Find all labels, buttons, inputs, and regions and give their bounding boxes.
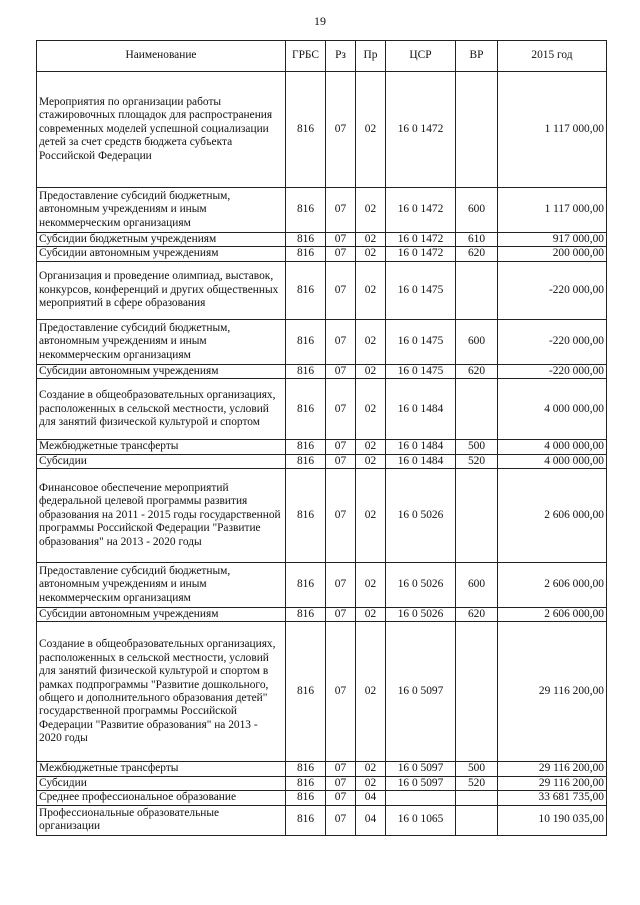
- cell-vr: 600: [456, 188, 498, 233]
- cell-csr: 16 0 1472: [386, 233, 456, 247]
- cell-name: Межбюджетные трансферты: [37, 762, 286, 776]
- cell-amount: 10 190 035,00: [498, 805, 607, 835]
- cell-csr: 16 0 1484: [386, 379, 456, 440]
- cell-pr: 02: [356, 261, 386, 319]
- cell-amount: 4 000 000,00: [498, 379, 607, 440]
- cell-grbs: 816: [286, 188, 326, 233]
- cell-grbs: 816: [286, 261, 326, 319]
- cell-amount: -220 000,00: [498, 364, 607, 378]
- cell-vr: 520: [456, 776, 498, 790]
- cell-vr: [456, 72, 498, 188]
- cell-vr: 620: [456, 608, 498, 622]
- cell-vr: 500: [456, 440, 498, 454]
- table-header-row: [37, 41, 607, 72]
- cell-amount: 29 116 200,00: [498, 622, 607, 762]
- table-row: [37, 791, 607, 805]
- cell-vr: [456, 791, 498, 805]
- cell-vr: 520: [456, 454, 498, 468]
- cell-csr: 16 0 5026: [386, 563, 456, 608]
- cell-rz: 07: [326, 247, 356, 261]
- header-pr: Пр: [356, 41, 386, 72]
- cell-pr: 02: [356, 469, 386, 563]
- table-row: [37, 319, 607, 364]
- cell-amount: 1 117 000,00: [498, 188, 607, 233]
- cell-pr: 02: [356, 379, 386, 440]
- cell-vr: [456, 622, 498, 762]
- page-number: 19: [314, 14, 326, 28]
- cell-csr: 16 0 1065: [386, 805, 456, 835]
- header-name: Наименование: [37, 41, 286, 72]
- cell-name: Субсидии: [37, 454, 286, 468]
- cell-rz: 07: [326, 233, 356, 247]
- cell-amount: 4 000 000,00: [498, 454, 607, 468]
- table-row: [37, 563, 607, 608]
- cell-amount: 29 116 200,00: [498, 762, 607, 776]
- cell-vr: 600: [456, 563, 498, 608]
- cell-name: Субсидии: [37, 776, 286, 790]
- cell-amount: 4 000 000,00: [498, 440, 607, 454]
- table-row: [37, 608, 607, 622]
- cell-csr: 16 0 5026: [386, 608, 456, 622]
- cell-pr: 04: [356, 805, 386, 835]
- cell-name: Субсидии автономным учреждениям: [37, 247, 286, 261]
- table-row: [37, 233, 607, 247]
- cell-grbs: 816: [286, 791, 326, 805]
- cell-name: Среднее профессиональное образование: [37, 791, 286, 805]
- cell-grbs: 816: [286, 233, 326, 247]
- cell-name: Мероприятия по организации работы стажировочных площадок для распространения современных моделей успешной социализации детей за счет средств бюджета субъекта Российской Федерации: [37, 72, 286, 188]
- cell-grbs: 816: [286, 364, 326, 378]
- cell-csr: 16 0 1472: [386, 72, 456, 188]
- header-vr: ВР: [456, 41, 498, 72]
- cell-csr: 16 0 1484: [386, 454, 456, 468]
- cell-amount: 2 606 000,00: [498, 563, 607, 608]
- table-row: [37, 261, 607, 319]
- cell-rz: 07: [326, 440, 356, 454]
- table-row: [37, 776, 607, 790]
- cell-vr: [456, 805, 498, 835]
- cell-grbs: 816: [286, 379, 326, 440]
- cell-grbs: 816: [286, 319, 326, 364]
- cell-vr: 500: [456, 762, 498, 776]
- cell-amount: -220 000,00: [498, 261, 607, 319]
- cell-pr: 02: [356, 440, 386, 454]
- cell-rz: 07: [326, 469, 356, 563]
- cell-rz: 07: [326, 379, 356, 440]
- budget-table: [36, 40, 607, 836]
- cell-rz: 07: [326, 791, 356, 805]
- cell-pr: 02: [356, 608, 386, 622]
- cell-csr: 16 0 1472: [386, 247, 456, 261]
- cell-name: Организация и проведение олимпиад, выставок, конкурсов, конференций и других общественных мероприятий в сфере образования: [37, 261, 286, 319]
- cell-grbs: 816: [286, 563, 326, 608]
- cell-csr: 16 0 5097: [386, 622, 456, 762]
- table-row: [37, 805, 607, 835]
- cell-amount: 2 606 000,00: [498, 469, 607, 563]
- cell-pr: 02: [356, 247, 386, 261]
- cell-rz: 07: [326, 454, 356, 468]
- table-row: [37, 72, 607, 188]
- cell-name: Создание в общеобразовательных организациях, расположенных в сельской местности, условий для занятий физической культурой и спортом: [37, 379, 286, 440]
- cell-name: Межбюджетные трансферты: [37, 440, 286, 454]
- table-row: [37, 247, 607, 261]
- cell-name: Субсидии автономным учреждениям: [37, 364, 286, 378]
- cell-grbs: 816: [286, 622, 326, 762]
- cell-pr: 02: [356, 364, 386, 378]
- cell-pr: 02: [356, 454, 386, 468]
- cell-vr: [456, 469, 498, 563]
- table-row: [37, 454, 607, 468]
- cell-grbs: 816: [286, 72, 326, 188]
- table-row: [37, 364, 607, 378]
- cell-name: Субсидии бюджетным учреждениям: [37, 233, 286, 247]
- cell-name: Субсидии автономным учреждениям: [37, 608, 286, 622]
- cell-grbs: 816: [286, 440, 326, 454]
- cell-rz: 07: [326, 563, 356, 608]
- cell-csr: [386, 791, 456, 805]
- cell-grbs: 816: [286, 608, 326, 622]
- cell-rz: 07: [326, 805, 356, 835]
- cell-csr: 16 0 1475: [386, 261, 456, 319]
- cell-csr: 16 0 1475: [386, 319, 456, 364]
- cell-name: Профессиональные образовательные организации: [37, 805, 286, 835]
- cell-pr: 02: [356, 319, 386, 364]
- table-row: [37, 379, 607, 440]
- cell-rz: 07: [326, 72, 356, 188]
- cell-csr: 16 0 5026: [386, 469, 456, 563]
- cell-pr: 02: [356, 188, 386, 233]
- cell-name: Предоставление субсидий бюджетным, автономным учреждениям и иным некоммерческим организациям: [37, 563, 286, 608]
- cell-pr: 04: [356, 791, 386, 805]
- cell-vr: [456, 379, 498, 440]
- cell-pr: 02: [356, 72, 386, 188]
- cell-pr: 02: [356, 776, 386, 790]
- cell-amount: 29 116 200,00: [498, 776, 607, 790]
- cell-name: Предоставление субсидий бюджетным, автономным учреждениям и иным некоммерческим организациям: [37, 188, 286, 233]
- cell-vr: [456, 261, 498, 319]
- table-row: [37, 622, 607, 762]
- cell-vr: 610: [456, 233, 498, 247]
- cell-pr: 02: [356, 762, 386, 776]
- cell-rz: 07: [326, 776, 356, 790]
- cell-amount: 2 606 000,00: [498, 608, 607, 622]
- cell-csr: 16 0 1475: [386, 364, 456, 378]
- header-rz: Рз: [326, 41, 356, 72]
- cell-amount: 200 000,00: [498, 247, 607, 261]
- cell-vr: 620: [456, 364, 498, 378]
- cell-csr: 16 0 1484: [386, 440, 456, 454]
- cell-amount: -220 000,00: [498, 319, 607, 364]
- cell-csr: 16 0 1472: [386, 188, 456, 233]
- cell-grbs: 816: [286, 776, 326, 790]
- cell-vr: 620: [456, 247, 498, 261]
- cell-rz: 07: [326, 608, 356, 622]
- cell-pr: 02: [356, 622, 386, 762]
- header-grbs: ГРБС: [286, 41, 326, 72]
- cell-rz: 07: [326, 319, 356, 364]
- cell-csr: 16 0 5097: [386, 762, 456, 776]
- cell-csr: 16 0 5097: [386, 776, 456, 790]
- cell-pr: 02: [356, 233, 386, 247]
- cell-vr: 600: [456, 319, 498, 364]
- cell-rz: 07: [326, 762, 356, 776]
- cell-grbs: 816: [286, 469, 326, 563]
- cell-pr: 02: [356, 563, 386, 608]
- cell-grbs: 816: [286, 454, 326, 468]
- cell-name: Предоставление субсидий бюджетным, автономным учреждениям и иным некоммерческим организациям: [37, 319, 286, 364]
- cell-amount: 1 117 000,00: [498, 72, 607, 188]
- table-row: [37, 469, 607, 563]
- cell-name: Создание в общеобразовательных организациях, расположенных в сельской местности, условий для занятий физической культурой и спортом в рамках подпрограммы "Развитие дошкольного, общего и дополнительного образования детей" государственной программы Российской Федерации "Развитие образования" на 2013 - 2020 годы: [37, 622, 286, 762]
- table-row: [37, 188, 607, 233]
- header-csr: ЦСР: [386, 41, 456, 72]
- table-row: [37, 762, 607, 776]
- cell-name: Финансовое обеспечение мероприятий федеральной целевой программы развития образования на 2011 - 2015 годы государственной программы Российской Федерации "Развитие образования" на 2013 - 2020 годы: [37, 469, 286, 563]
- cell-rz: 07: [326, 188, 356, 233]
- cell-rz: 07: [326, 261, 356, 319]
- cell-rz: 07: [326, 622, 356, 762]
- table-body: [37, 72, 607, 836]
- cell-rz: 07: [326, 364, 356, 378]
- cell-grbs: 816: [286, 805, 326, 835]
- header-year: 2015 год: [498, 41, 607, 72]
- cell-grbs: 816: [286, 247, 326, 261]
- table-row: [37, 440, 607, 454]
- cell-amount: 917 000,00: [498, 233, 607, 247]
- cell-grbs: 816: [286, 762, 326, 776]
- cell-amount: 33 681 735,00: [498, 791, 607, 805]
